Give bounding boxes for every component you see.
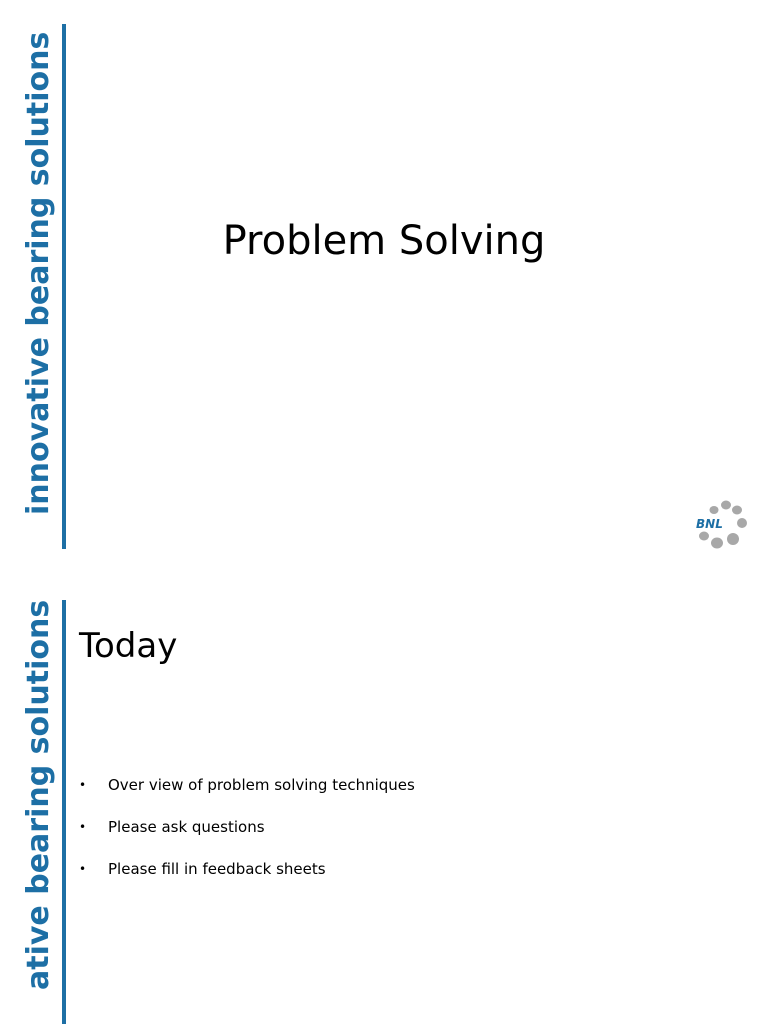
sidebar-tagline-text: ative bearing solutions xyxy=(21,599,56,990)
list-item-text: Please ask questions xyxy=(108,818,265,836)
sidebar-divider xyxy=(62,24,66,549)
logo-text: BNL xyxy=(696,517,723,531)
sidebar-divider xyxy=(62,600,66,1024)
bullet-icon: • xyxy=(79,820,87,834)
list-item-text: Please fill in feedback sheets xyxy=(108,860,326,878)
sidebar-tagline xyxy=(0,0,62,549)
slide-title: Today xyxy=(79,626,178,666)
slide-2 xyxy=(0,578,768,1024)
bullet-icon: • xyxy=(79,862,87,876)
sidebar-tagline xyxy=(0,578,62,1024)
list-item-text: Over view of problem solving techniques xyxy=(108,776,415,794)
sidebar-tagline-text: innovative bearing solutions xyxy=(21,31,56,515)
slide-title: Problem Solving xyxy=(222,218,546,264)
bullet-icon: • xyxy=(79,778,87,792)
bnl-logo-icon xyxy=(692,498,750,552)
